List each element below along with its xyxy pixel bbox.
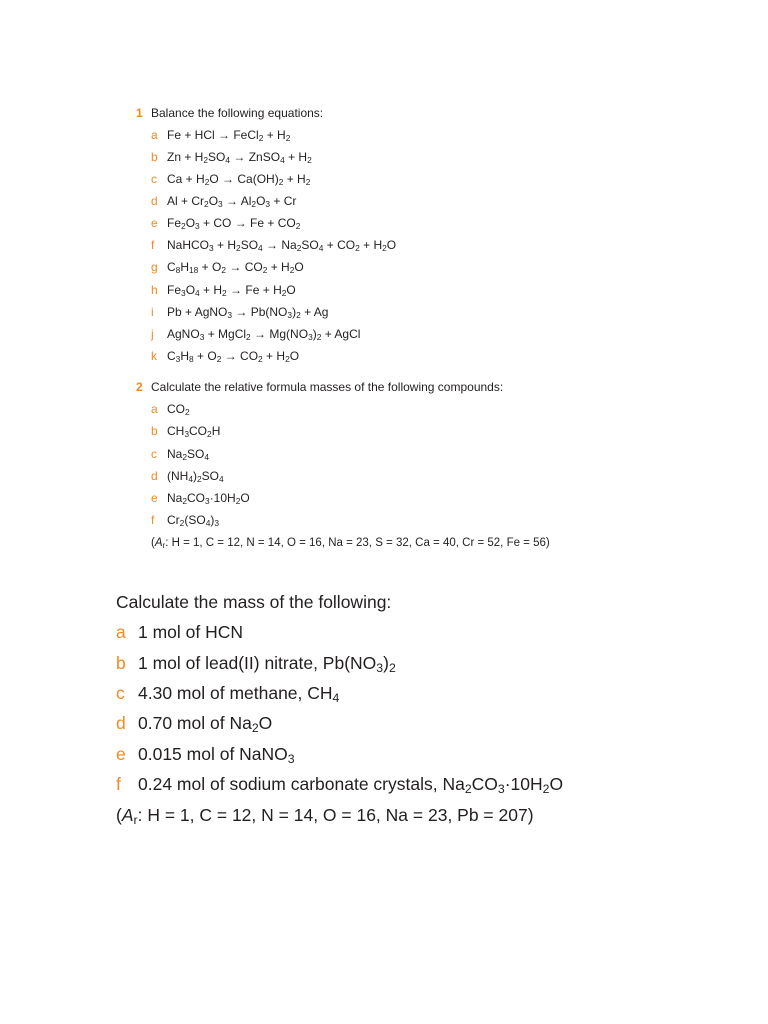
q1-item-h: h $Fe_3O_4 + H_2 \to Fe + H_2O$ [151, 283, 296, 299]
equation: NaHCO$_3$ + $H_2SO_4 \to Na_2SO_4 + CO_2 + H_2O$ [167, 238, 397, 254]
q3-item-a: a 1 mol of HCN [116, 622, 244, 642]
q1-item-g: g $C_8H_{18} + O_2 \to CO_2 + H_2O$ [151, 260, 304, 276]
q2-item-f: f $Cr_2(SO_4)_3$ [151, 513, 220, 529]
compound: $(NH_4)_2SO_4$ [167, 469, 224, 485]
q1-item-b: b $Zn + H_2SO_4$ → ZnSO$_4$ + $H_2$ [151, 150, 312, 166]
q1-item-c: c $Ca + H_2O \to Ca(OH)_2 + H_2$ [151, 172, 311, 188]
compound: $Na_2CO_3\cdot 10H_2O$ [167, 491, 250, 507]
equation: $Al + Cr_2O_3 \to Al_2O_3 + Cr$ [167, 194, 297, 210]
q1-item-e: e $Fe_2O_3$ + CO → $Fe + CO_2$ [151, 216, 301, 232]
mass-problem: 0.015 mol of NaNO$_3$ [138, 744, 295, 767]
q1-item-d: d $Al + Cr_2O_3 \to Al_2O_3 + Cr$ [151, 194, 297, 210]
compound: $Na_2SO_4$ [167, 447, 210, 463]
q2-item-b: b $CH_3CO_2H$ [151, 424, 221, 440]
question-1 [136, 106, 323, 120]
mass-problem: 4.30 mol of methane, $CH_4$ [138, 683, 340, 706]
q1-item-a: a Fe + HCl → FeCl$_2$ + $H_2$ [151, 128, 291, 144]
q3-relative-atomic-masses: ($A_r$: H = 1, C = 12, N = 14, O = 16, Na = 23, Pb = 207) [116, 805, 534, 828]
q3-item-b: b 1 mol of lead(II) nitrate, $Pb(NO_3)_2$ [116, 653, 396, 676]
q1-item-j: j AgNO$_3$ + MgCl$_2$ → $Mg(NO_3)_2$ + AgCl [151, 327, 361, 343]
q2-relative-atomic-masses: ($A_r$: H = 1, C = 12, N = 14, O = 16, Na = 23, S = 32, Ca = 40, Cr = 52, Fe = 56) [151, 537, 550, 550]
compound: $Cr_2(SO_4)_3$ [167, 513, 220, 529]
q1-item-f: f NaHCO$_3$ + $H_2SO_4 \to Na_2SO_4 + CO_2 + H_2O$ [151, 238, 397, 254]
equation: Fe + HCl → FeCl$_2$ + $H_2$ [167, 128, 291, 144]
q2-item-e: e $Na_2CO_3\cdot 10H_2O$ [151, 491, 250, 507]
equation: $Fe_3O_4 + H_2 \to Fe + H_2O$ [167, 283, 296, 299]
equation: $Ca + H_2O \to Ca(OH)_2 + H_2$ [167, 172, 311, 188]
equation: Pb + AgNO$_3$ → $Pb(NO_3)_2 + Ag$ [167, 305, 329, 321]
q2-item-a: a $CO_2$ [151, 402, 190, 418]
mass-problem: 1 mol of HCN [138, 622, 244, 642]
equation: $C_3H_8 + O_2 \to CO_2 + H_2O$ [167, 349, 300, 365]
equation: $Zn + H_2SO_4$ → ZnSO$_4$ + $H_2$ [167, 150, 312, 166]
equation: $Fe_2O_3$ + CO → $Fe + CO_2$ [167, 216, 301, 232]
question-1-number: 1 [136, 106, 143, 120]
q3-item-d: d 0.70 mol of $Na_2O$ [116, 713, 273, 736]
q3-item-c: c 4.30 mol of methane, $CH_4$ [116, 683, 340, 706]
question-2 [136, 380, 503, 394]
question-3-prompt: Calculate the mass of the following: [116, 592, 392, 612]
question-1-prompt: Balance the following equations: [151, 106, 324, 120]
q2-item-d: d $(NH_4)_2SO_4$ [151, 469, 224, 485]
mass-problem: 0.70 mol of $Na_2O$ [138, 713, 273, 736]
question-2-prompt: Calculate the relative formula masses of the following compounds: [151, 380, 504, 394]
q1-item-k: k $C_3H_8 + O_2 \to CO_2 + H_2O$ [151, 349, 300, 365]
mass-problem: 0.24 mol of sodium carbonate crystals, $Na_2CO_3\cdot 10H_2O$ [138, 774, 564, 797]
q1-item-i: i Pb + AgNO$_3$ → $Pb(NO_3)_2 + Ag$ [151, 305, 329, 321]
compound: $CH_3CO_2H$ [167, 424, 221, 440]
compound: $CO_2$ [167, 402, 190, 418]
q3-item-e: e 0.015 mol of NaNO$_3$ [116, 744, 295, 767]
equation: $C_8H_{18} + O_2 \to CO_2 + H_2O$ [167, 260, 304, 276]
equation: AgNO$_3$ + MgCl$_2$ → $Mg(NO_3)_2$ + AgCl [167, 327, 361, 343]
q3-item-f: f 0.24 mol of sodium carbonate crystals, $Na_2CO_3\cdot 10H_2O$ [116, 774, 564, 797]
mass-problem: 1 mol of lead(II) nitrate, $Pb(NO_3)_2$ [138, 653, 396, 676]
q2-item-c: c $Na_2SO_4$ [151, 447, 210, 463]
question-2-number: 2 [136, 380, 143, 394]
